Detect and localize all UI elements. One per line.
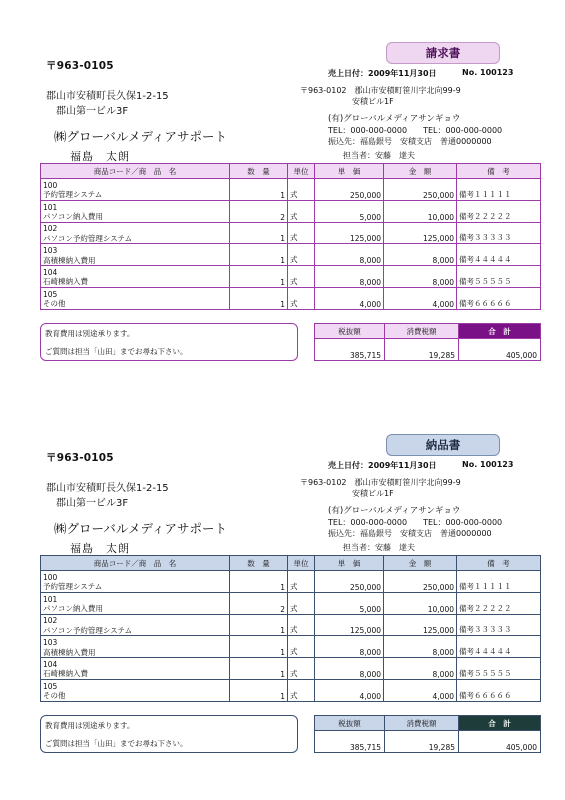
unit-cell: 式 (288, 658, 315, 680)
subtotal-label: 税抜額 (315, 716, 385, 731)
table-row (41, 614, 541, 636)
unit-cell: 式 (288, 266, 315, 288)
product-name: パソコン納入費用 (43, 212, 103, 222)
unit-price-cell: 125,000 (315, 222, 384, 244)
tax-label: 消費税額 (385, 716, 459, 731)
quantity-cell: 1 (230, 679, 288, 701)
document-title: 請求書 (386, 42, 500, 64)
table-row (41, 658, 541, 680)
subtotal-value: 385,715 (315, 339, 385, 361)
unit-price-cell: 5,000 (315, 592, 384, 614)
items-header-row (41, 556, 541, 571)
header-amount: 金 額 (384, 556, 457, 571)
remarks-cell: 備考６６６６６ (457, 287, 541, 309)
grand-total-label: 合 計 (459, 324, 541, 339)
issuer-building: 安積ビル1F (352, 489, 394, 498)
product-code: 103 (43, 246, 58, 256)
totals-value-row (315, 339, 541, 361)
unit-price-cell: 8,000 (315, 244, 384, 266)
quantity-cell: 2 (230, 200, 288, 222)
delivery-note-section (0, 392, 565, 767)
document-number: No. 100123 (462, 68, 514, 77)
product-cell (41, 244, 230, 266)
remarks-cell: 備考４４４４４ (457, 244, 541, 266)
remarks-cell: 備考３３３３３ (457, 222, 541, 244)
recipient-address: 郡山市安積町長久保1-2-15 (46, 91, 169, 102)
items-body (41, 179, 541, 310)
issuer-building: 安積ビル1F (352, 97, 394, 106)
product-code: 102 (43, 616, 58, 626)
subtotal-value: 385,715 (315, 731, 385, 753)
product-cell (41, 571, 230, 593)
unit-price-cell: 8,000 (315, 266, 384, 288)
issuer-bank-account: 振込先：福島銀号 安積支店 普通0000000 (328, 529, 492, 538)
amount-cell: 8,000 (384, 244, 457, 266)
quantity-cell: 2 (230, 592, 288, 614)
grand-total-value: 405,000 (459, 731, 541, 753)
recipient-company: ㈱グローバルメディアサポート (54, 129, 228, 144)
recipient-postal-code: 〒963-0105 (46, 60, 114, 72)
notes-box (40, 323, 298, 361)
quantity-cell: 1 (230, 636, 288, 658)
header-remarks: 備 考 (457, 164, 541, 179)
unit-price-cell: 4,000 (315, 679, 384, 701)
recipient-person: 福島 太朗 (70, 150, 130, 163)
remarks-cell: 備考５５５５５ (457, 266, 541, 288)
amount-cell: 4,000 (384, 287, 457, 309)
product-code: 104 (43, 659, 58, 669)
issuer-staff: 担当者：安藤 達夫 (343, 543, 415, 552)
remarks-cell: 備考４４４４４ (457, 636, 541, 658)
product-cell (41, 658, 230, 680)
items-table (40, 163, 541, 310)
quantity-cell: 1 (230, 266, 288, 288)
quantity-cell: 1 (230, 658, 288, 680)
recipient-building: 郡山第一ビル3F (56, 498, 129, 509)
header-unit-price: 単 価 (315, 164, 384, 179)
header-unit: 単位 (288, 164, 315, 179)
remarks-cell: 備考２２２２２ (457, 200, 541, 222)
table-row (41, 636, 541, 658)
product-name: 予約管理システム (43, 190, 103, 200)
product-code: 101 (43, 594, 58, 604)
document-title: 納品書 (386, 434, 500, 456)
unit-price-cell: 4,000 (315, 287, 384, 309)
product-cell (41, 679, 230, 701)
recipient-building: 郡山第一ビル3F (56, 106, 129, 117)
unit-cell: 式 (288, 244, 315, 266)
amount-cell: 8,000 (384, 266, 457, 288)
header-amount: 金 額 (384, 164, 457, 179)
product-name: 高積棟納入費用 (43, 255, 96, 265)
issuer-address: 〒963-0102 郡山市安積町笹川字北向99-9 (300, 86, 461, 95)
table-row (41, 200, 541, 222)
issuer-staff: 担当者：安藤 達夫 (343, 151, 415, 160)
product-cell (41, 636, 230, 658)
product-code: 101 (43, 202, 58, 212)
table-row (41, 266, 541, 288)
quantity-cell: 1 (230, 179, 288, 201)
amount-cell: 125,000 (384, 614, 457, 636)
product-name: その他 (43, 691, 66, 701)
unit-cell: 式 (288, 200, 315, 222)
product-cell (41, 222, 230, 244)
table-row (41, 592, 541, 614)
amount-cell: 250,000 (384, 571, 457, 593)
product-cell (41, 287, 230, 309)
product-code: 100 (43, 180, 58, 190)
header-product: 商品コード／商 品 名 (41, 556, 230, 571)
recipient-person: 福島 太朗 (70, 542, 130, 555)
issuer-company: (有)グローバルメディアサンギョウ (328, 114, 461, 124)
recipient-block (46, 58, 296, 164)
items-header-row (41, 164, 541, 179)
remarks-cell: 備考６６６６６ (457, 679, 541, 701)
table-row (41, 244, 541, 266)
recipient-block (46, 450, 296, 556)
totals-table (314, 715, 541, 753)
invoice-section (0, 0, 565, 375)
header-remarks: 備 考 (457, 556, 541, 571)
issuer-company: (有)グローバルメディアサンギョウ (328, 506, 461, 516)
product-name: 石崎棟納入費 (43, 277, 88, 287)
issuer-tel-fax: TEL：000-000-0000 TEL：000-000-0000 (328, 518, 503, 527)
product-code: 102 (43, 224, 58, 234)
quantity-cell: 1 (230, 614, 288, 636)
issuer-tel-fax: TEL：000-000-0000 TEL：000-000-0000 (328, 126, 503, 135)
unit-price-cell: 8,000 (315, 658, 384, 680)
unit-price-cell: 250,000 (315, 571, 384, 593)
unit-cell: 式 (288, 592, 315, 614)
recipient-address: 郡山市安積町長久保1-2-15 (46, 483, 169, 494)
header-product: 商品コード／商 品 名 (41, 164, 230, 179)
amount-cell: 4,000 (384, 679, 457, 701)
table-row (41, 287, 541, 309)
unit-cell: 式 (288, 287, 315, 309)
unit-price-cell: 5,000 (315, 200, 384, 222)
product-cell (41, 179, 230, 201)
note-line: ご質問は担当「山田」までお尋ね下さい。 (45, 739, 188, 748)
unit-price-cell: 125,000 (315, 614, 384, 636)
quantity-cell: 1 (230, 244, 288, 266)
sales-date: 売上日付：2009年11月30日 (328, 461, 437, 470)
issuer-bank-account: 振込先：福島銀号 安積支店 普通0000000 (328, 137, 492, 146)
product-code: 100 (43, 572, 58, 582)
totals-header-row (315, 324, 541, 339)
header-unit-price: 単 価 (315, 556, 384, 571)
remarks-cell: 備考２２２２２ (457, 592, 541, 614)
unit-cell: 式 (288, 222, 315, 244)
quantity-cell: 1 (230, 287, 288, 309)
amount-cell: 125,000 (384, 222, 457, 244)
product-name: その他 (43, 299, 66, 309)
product-cell (41, 266, 230, 288)
header-unit: 単位 (288, 556, 315, 571)
amount-cell: 8,000 (384, 636, 457, 658)
amount-cell: 10,000 (384, 592, 457, 614)
issuer-address: 〒963-0102 郡山市安積町笹川字北向99-9 (300, 478, 461, 487)
grand-total-label: 合 計 (459, 716, 541, 731)
product-code: 105 (43, 681, 58, 691)
table-row (41, 679, 541, 701)
tax-label: 消費税額 (385, 324, 459, 339)
product-code: 103 (43, 638, 58, 648)
table-row (41, 571, 541, 593)
tax-value: 19,285 (385, 339, 459, 361)
remarks-cell: 備考１１１１１ (457, 571, 541, 593)
product-code: 104 (43, 267, 58, 277)
recipient-company: ㈱グローバルメディアサポート (54, 521, 228, 536)
sales-date: 売上日付：2009年11月30日 (328, 69, 437, 78)
unit-cell: 式 (288, 614, 315, 636)
unit-price-cell: 250,000 (315, 179, 384, 201)
unit-price-cell: 8,000 (315, 636, 384, 658)
grand-total-value: 405,000 (459, 339, 541, 361)
product-name: 石崎棟納入費 (43, 669, 88, 679)
unit-cell: 式 (288, 679, 315, 701)
header-quantity: 数 量 (230, 164, 288, 179)
notes-box (40, 715, 298, 753)
note-line: 教育費用は別途承ります。 (45, 721, 135, 730)
note-line: 教育費用は別途承ります。 (45, 329, 135, 338)
product-name: 予約管理システム (43, 582, 103, 592)
table-row (41, 222, 541, 244)
totals-header-row (315, 716, 541, 731)
amount-cell: 10,000 (384, 200, 457, 222)
quantity-cell: 1 (230, 222, 288, 244)
product-name: パソコン納入費用 (43, 604, 103, 614)
product-name: パソコン予約管理システム (43, 625, 133, 635)
amount-cell: 250,000 (384, 179, 457, 201)
unit-cell: 式 (288, 571, 315, 593)
recipient-postal-code: 〒963-0105 (46, 452, 114, 464)
totals-table (314, 323, 541, 361)
product-name: パソコン予約管理システム (43, 233, 133, 243)
unit-cell: 式 (288, 636, 315, 658)
tax-value: 19,285 (385, 731, 459, 753)
product-cell (41, 200, 230, 222)
remarks-cell: 備考５５５５５ (457, 658, 541, 680)
quantity-cell: 1 (230, 571, 288, 593)
totals-value-row (315, 731, 541, 753)
unit-cell: 式 (288, 179, 315, 201)
subtotal-label: 税抜額 (315, 324, 385, 339)
amount-cell: 8,000 (384, 658, 457, 680)
remarks-cell: 備考３３３３３ (457, 614, 541, 636)
product-name: 高積棟納入費用 (43, 647, 96, 657)
table-row (41, 179, 541, 201)
product-cell (41, 592, 230, 614)
items-body (41, 571, 541, 702)
items-table (40, 555, 541, 702)
document-number: No. 100123 (462, 460, 514, 469)
note-line: ご質問は担当「山田」までお尋ね下さい。 (45, 347, 188, 356)
remarks-cell: 備考１１１１１ (457, 179, 541, 201)
header-quantity: 数 量 (230, 556, 288, 571)
product-cell (41, 614, 230, 636)
product-code: 105 (43, 289, 58, 299)
